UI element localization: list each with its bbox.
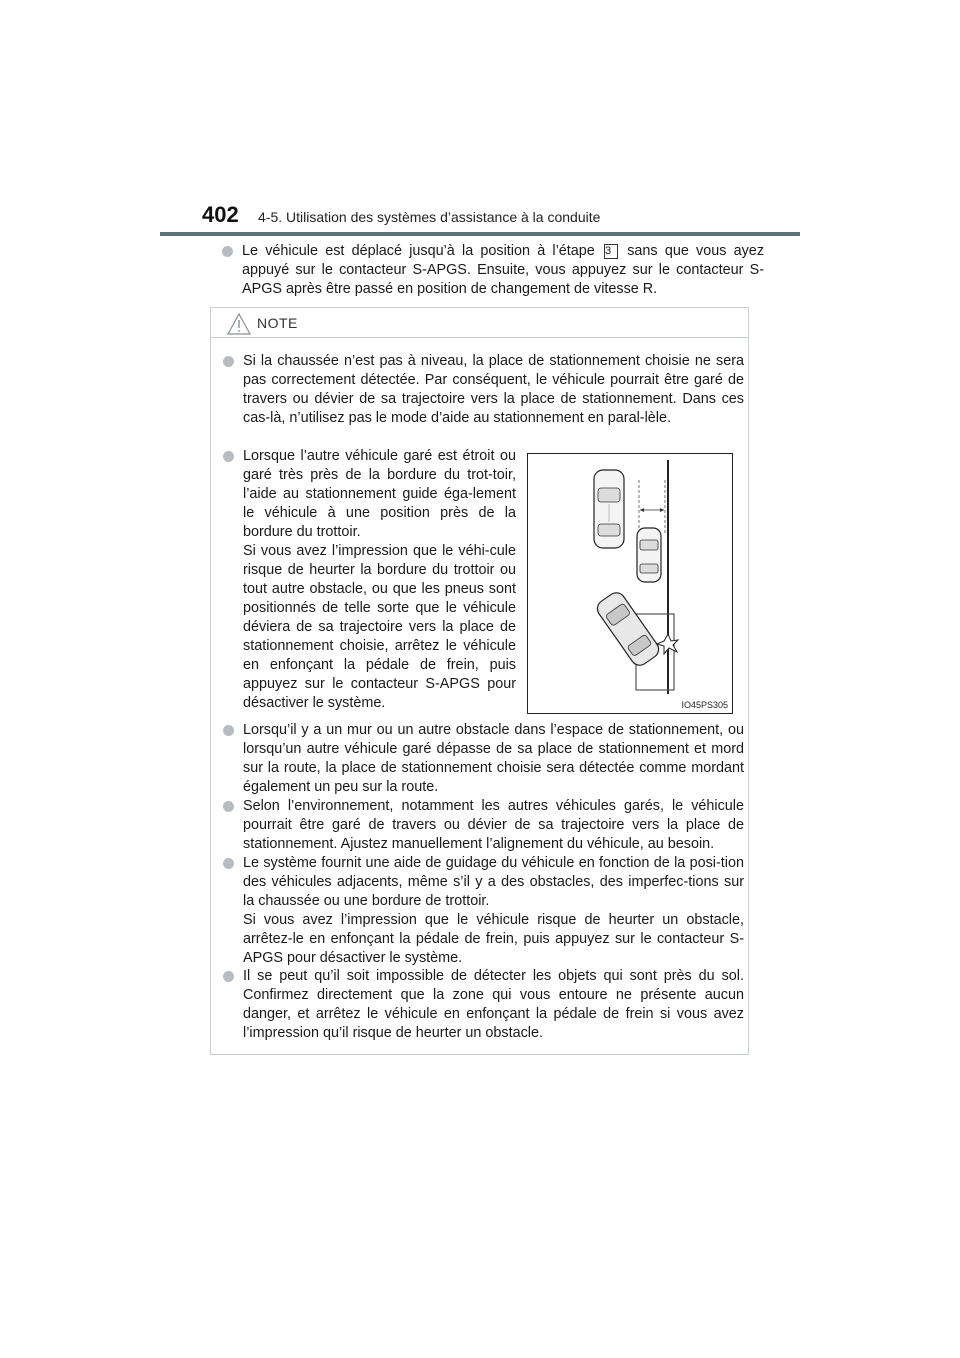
step-number-box: 3 xyxy=(604,244,618,259)
note-bullet-5-followup: Si vous avez l’impression que le véhicule risque de heurter un obstacle, arrêtez-le en enfonçant la pédale de frein, puis appuyez sur le contacteur S-APGS pour désactiver le système. xyxy=(243,912,744,966)
note-bullet-4-text: Selon l’environnement, notamment les autres véhicules garés, le véhicule pourrait être garé de travers ou dévier de sa trajectoire vers la place de stationnement. Ajustez manuellement l’alignement du véhicule, au besoin. xyxy=(243,798,744,852)
bullet-dot xyxy=(222,246,233,257)
bullet-dot xyxy=(223,858,234,869)
note-bullet-6-text: Il se peut qu’il soit impossible de détecter les objets qui sont près du sol. Confirmez directement que la zone qui vous entoure ne présente aucun danger, et arrêtez le véhicule en enfonçant la pédale de frein si vous avez l’impression qu’il risque de heurter un obstacle. xyxy=(243,968,744,1041)
note-bullet-1 xyxy=(223,352,744,428)
header-rule xyxy=(160,232,800,236)
note-bullet-1-text: Si la chaussée n’est pas à niveau, la place de stationnement choisie ne sera pas correctement détectée. Par conséquent, le véhicule pourrait être garé de travers ou dévier de sa trajectoire vers la place de stationnement. Dans ces cas-là, n’utilisez pas le mode d’aide au stationnement en paral-lèle. xyxy=(243,353,744,426)
bullet-dot xyxy=(223,801,234,812)
note-bullet-3-text: Lorsqu’il y a un mur ou un autre obstacle dans l’espace de stationnement, ou lorsqu’un autre véhicule garé dépasse de sa place de stationnement et mord sur la route, la place de stationnement choisie sera détectée comme mordant également un peu sur la route. xyxy=(243,722,744,795)
note-bullet-5-text: Le système fournit une aide de guidage du véhicule en fonction de la posi-tion des véhicules adjacents, même s’il y a des obstacles, des imperfec-tions sur la chaussée ou une bordure de trottoir. xyxy=(243,855,744,909)
note-bullet-4 xyxy=(223,797,744,854)
note-box xyxy=(210,307,749,1055)
parking-diagram xyxy=(527,453,733,714)
parking-diagram-drawing xyxy=(528,454,732,713)
bullet-dot xyxy=(223,971,234,982)
note-bullet-6 xyxy=(223,967,744,1043)
parked-car-narrow xyxy=(637,528,661,582)
warning-triangle-icon xyxy=(227,313,251,335)
note-label: NOTE xyxy=(257,315,298,331)
intro-bullet xyxy=(222,242,764,299)
bullet-dot xyxy=(223,451,234,462)
note-header xyxy=(211,308,748,338)
maneuvering-car xyxy=(594,589,662,668)
page-number: 402 xyxy=(202,202,239,227)
bullet-dot xyxy=(223,356,234,367)
diagram-code: IO45PS305 xyxy=(681,700,728,710)
intro-text-before: Le véhicule est déplacé jusqu’à la position à l’étape xyxy=(242,243,595,259)
note-bullet-2-text: Lorsque l’autre véhicule garé est étroit ou garé très près de la bordure du trot-toir, l’aide au stationnement guide éga-lement le véhicule à une position près de la bordure du trottoir. xyxy=(243,448,516,540)
note-bullet-2-followup: Si vous avez l’impression que le véhi-cule risque de heurter la bordure du trottoir ou tout autre obstacle, ou que les pneus sont positionnés de telle sorte que le véhicule déviera de sa trajectoire vers la place de stationnement choisie, arrêtez le véhicule en enfonçant la pédale de frein, puis appuyez sur le contacteur S-APGS pour désactiver le système. xyxy=(243,543,516,711)
parked-car-front xyxy=(594,470,624,548)
chapter-title: 4-5. Utilisation des systèmes d’assistance à la conduite xyxy=(258,209,601,225)
bullet-dot xyxy=(223,725,234,736)
note-bullet-2 xyxy=(223,447,516,713)
intro-text-after: sans que vous ayez appuyé sur le contacteur S-APGS. Ensuite, vous appuyez sur le contacteur S-APGS après être passé en position de changement de vitesse R. xyxy=(242,243,765,297)
note-bullet-3 xyxy=(223,721,744,797)
note-bullet-5 xyxy=(223,854,744,968)
